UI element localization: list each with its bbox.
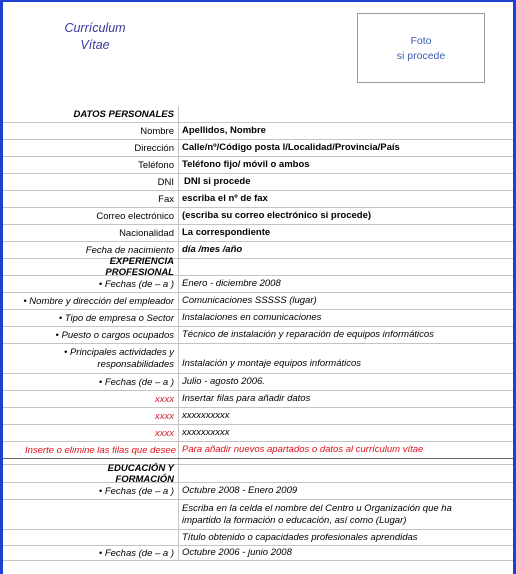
row-value[interactable]: Octubre 2008 - Enero 2009 [182,485,298,496]
table-row[interactable] [3,293,513,310]
row-value[interactable]: Técnico de instalación y reparación de equipos informáticos [182,329,434,340]
cv-table [3,106,513,561]
table-row[interactable] [3,344,513,374]
table-row[interactable] [3,327,513,344]
table-row[interactable] [3,225,513,242]
row-label: Teléfono [3,157,179,173]
row-label-line-2: responsabilidades [97,358,174,370]
row-value[interactable]: día /mes /año [182,244,243,255]
table-row[interactable] [3,310,513,327]
row-value[interactable]: Comunicaciones SSSSS (lugar) [182,295,317,306]
section-education-title: EDUCACIÓN Y FORMACIÓN [3,465,179,482]
note-row[interactable] [3,442,513,459]
table-row[interactable] [3,500,513,530]
row-value[interactable]: Calle/nº/Código posta l/Localidad/Provincia/País [182,142,400,153]
table-row[interactable] [3,530,513,546]
row-value[interactable]: Escriba en la celda el nombre del Centro u Organización que ha impartido la formación o educación, así como (Lugar) [182,502,452,526]
section-personal [3,106,513,123]
row-value[interactable]: Título obtenido o capacidades profesionales aprendidas [182,531,418,543]
row-label: Dirección [3,140,179,156]
section-education [3,462,513,485]
row-label-line-1: • Principales actividades y [64,346,174,358]
row-value[interactable]: DNI si procede [184,176,251,187]
photo-line-2: si procede [396,50,446,62]
title-line-1: Currículum [64,21,126,35]
table-row[interactable] [3,546,513,561]
row-value[interactable]: Octubre 2006 - junio 2008 [182,547,292,558]
row-label: • Fechas (de – a ) [3,483,179,499]
table-row[interactable] [3,425,513,442]
row-value[interactable]: (escriba su correo electrónico si procede) [182,210,372,221]
table-row[interactable] [3,276,513,293]
cv-title [55,20,135,54]
row-value[interactable]: xxxxxxxxxx [182,427,230,438]
row-label: • Nombre y dirección del empleador [3,293,179,309]
table-row[interactable] [3,391,513,408]
row-label: • Fechas (de – a ) [3,276,179,292]
row-value[interactable]: Teléfono fijo/ móvil o ambos [182,159,310,170]
row-label: • Fechas (de – a ) [3,546,179,560]
photo-line-1: Foto [410,35,432,47]
row-value[interactable]: Instalaciones en comunicaciones [182,312,322,323]
note-label: Inserte o elimine las filas que desee [3,442,179,458]
table-row[interactable] [3,374,513,391]
row-value[interactable]: xxxxxxxxxx [182,410,230,421]
photo-placeholder[interactable] [357,13,485,83]
row-label: DNI [3,174,179,190]
row-label: • Tipo de empresa o Sector [3,310,179,326]
table-row[interactable] [3,208,513,225]
row-value[interactable]: escriba el nº de fax [182,193,268,204]
row-label: • Puesto o cargos ocupados [3,327,179,343]
row-value[interactable]: Apellidos, Nombre [182,125,266,136]
row-label [3,530,179,545]
section-experience-title: EXPERIENCIA PROFESIONAL [3,259,179,275]
row-label: Nacionalidad [3,225,179,241]
row-value[interactable]: Instalación y montaje equipos informáticos [182,358,362,369]
table-row[interactable] [3,408,513,425]
row-label: Nombre [3,123,179,139]
row-label: Fecha de nacimiento [3,242,179,258]
row-value[interactable]: La correspondiente [182,227,271,238]
table-row[interactable] [3,123,513,140]
table-row[interactable] [3,174,513,191]
section-personal-title: DATOS PERSONALES [3,106,179,122]
row-label: Fax [3,191,179,207]
table-row[interactable] [3,191,513,208]
row-label [3,344,179,373]
row-label: xxxx [3,425,179,441]
row-label: Correo electrónico [3,208,179,224]
table-row[interactable] [3,157,513,174]
row-value[interactable]: Insertar filas para añadir datos [182,393,311,404]
row-label [3,500,179,529]
row-label: xxxx [3,408,179,424]
table-row[interactable] [3,140,513,157]
title-line-2: Vítae [80,38,110,52]
row-value[interactable]: Enero - diciembre 2008 [182,278,281,289]
row-label: xxxx [3,391,179,407]
table-row[interactable] [3,483,513,500]
section-experience [3,256,513,278]
row-label: • Fechas (de – a ) [3,374,179,390]
row-value[interactable]: Julio - agosto 2006. [182,376,265,387]
note-value[interactable]: Para añadir nuevos apartados o datos al currículum vítae [182,444,424,455]
